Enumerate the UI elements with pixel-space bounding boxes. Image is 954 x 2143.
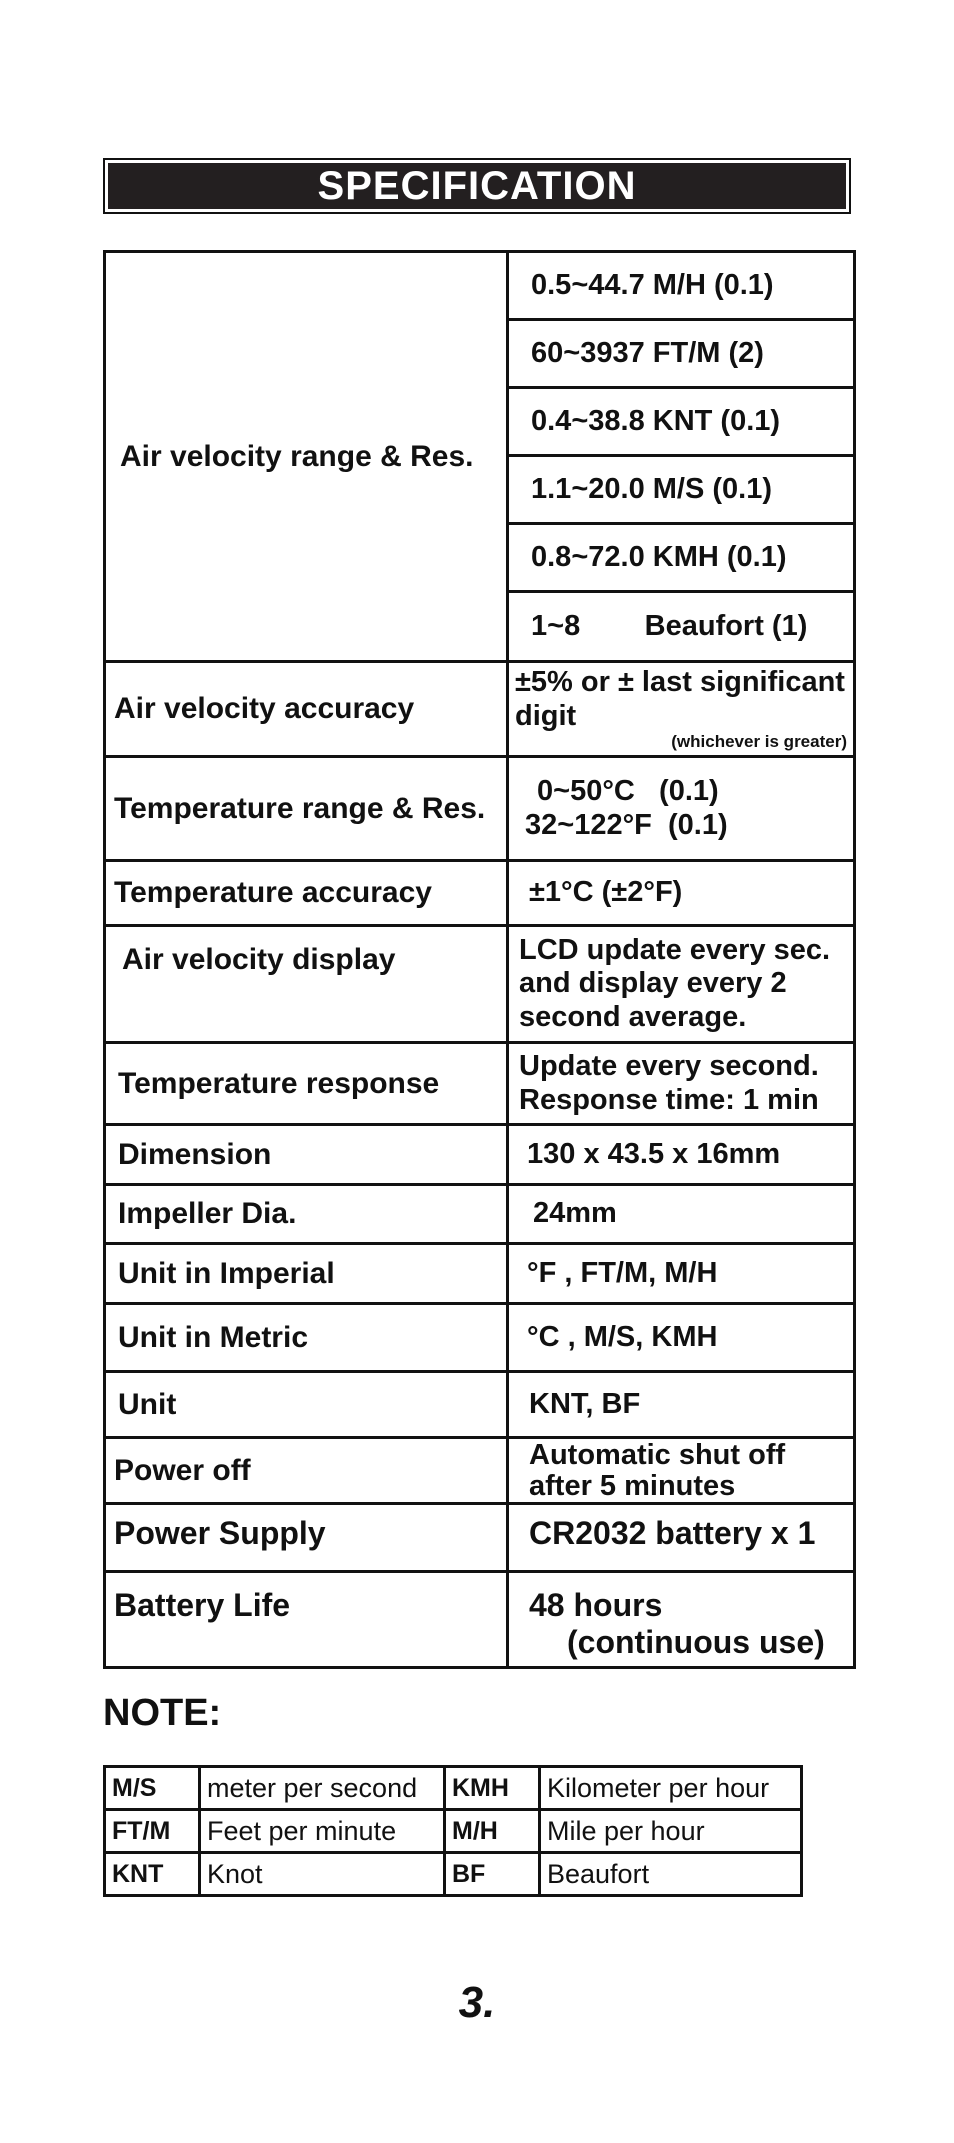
spec-value: 0.8~72.0 KMH (0.1) — [509, 525, 853, 593]
spec-label: Impeller Dia. — [118, 1197, 297, 1230]
spec-value: after 5 minutes — [529, 1469, 736, 1502]
spec-value: Response time: 1 min — [519, 1083, 819, 1116]
abbreviation-desc: Beaufort — [540, 1853, 802, 1896]
spec-label: Power off — [114, 1453, 251, 1487]
spec-row-dimension — [106, 1126, 853, 1186]
spec-value: CR2032 battery x 1 — [529, 1515, 816, 1551]
page-number: 3. — [458, 1978, 496, 2027]
spec-value: 0.5~44.7 M/H (0.1) — [509, 253, 853, 321]
spec-value: 1~8 Beaufort (1) — [531, 610, 808, 642]
abbreviation-desc: Feet per minute — [200, 1810, 445, 1853]
spec-value: 60~3937 FT/M (2) — [509, 321, 853, 389]
spec-value: °C , M/S, KMH — [527, 1320, 718, 1353]
abbreviation-key: M/H — [445, 1810, 540, 1853]
spec-row-temperature-range — [106, 758, 853, 862]
note-heading: NOTE: — [103, 1692, 222, 1734]
spec-value: 0.4~38.8 KNT (0.1) — [509, 389, 853, 457]
spec-label: Unit — [118, 1387, 177, 1421]
spec-row-power-supply — [106, 1505, 853, 1573]
spec-label: Air velocity display — [122, 943, 396, 976]
spec-row-unit-metric — [106, 1305, 853, 1373]
spec-value: KNT, BF — [529, 1387, 641, 1420]
spec-value-cell — [509, 663, 853, 755]
abbreviation-desc: meter per second — [200, 1767, 445, 1810]
abbreviation-key: KMH — [445, 1767, 540, 1810]
spec-value-cell — [509, 1439, 853, 1502]
spec-row-unit — [106, 1373, 853, 1439]
table-row — [105, 1853, 802, 1896]
spec-row-power-off — [106, 1439, 853, 1505]
spec-value: (continuous use) — [567, 1623, 825, 1660]
spec-row-battery-life — [106, 1573, 853, 1666]
abbreviation-key: KNT — [105, 1853, 200, 1896]
spec-row-air-velocity-display — [106, 927, 853, 1044]
spec-note: (whichever is greater) — [671, 732, 847, 751]
page-title: SPECIFICATION — [108, 163, 846, 209]
table-row — [105, 1767, 802, 1810]
abbreviation-key: M/S — [105, 1767, 200, 1810]
spec-row-impeller-dia — [106, 1186, 853, 1245]
abbreviation-key: BF — [445, 1853, 540, 1896]
spec-label: Temperature range & Res. — [114, 791, 486, 825]
spec-value-cell — [509, 927, 853, 1041]
spec-row-temperature-accuracy — [106, 862, 853, 927]
spec-label: Temperature response — [118, 1066, 440, 1100]
spec-label: Air velocity range & Res. — [120, 439, 474, 473]
spec-row-air-velocity-accuracy — [106, 663, 853, 758]
spec-label: Unit in Metric — [118, 1320, 309, 1354]
spec-value: Automatic shut off — [529, 1439, 786, 1472]
table-row — [105, 1810, 802, 1853]
abbreviation-desc: Knot — [200, 1853, 445, 1896]
spec-value: 24mm — [533, 1197, 617, 1230]
abbreviation-key: FT/M — [105, 1810, 200, 1853]
spec-value: 32~122°F (0.1) — [525, 808, 728, 841]
abbreviation-desc: Kilometer per hour — [540, 1767, 802, 1810]
spec-value: LCD update every sec. — [519, 933, 831, 966]
spec-value: 1.1~20.0 M/S (0.1) — [509, 457, 853, 525]
spec-row-air-velocity-range — [106, 253, 853, 663]
spec-value: 0~50°C (0.1) — [537, 775, 719, 808]
spec-value: Update every second. — [519, 1050, 819, 1083]
spec-label: Power Supply — [114, 1515, 326, 1551]
spec-value: °F , FT/M, M/H — [527, 1256, 718, 1289]
spec-label: Dimension — [118, 1137, 272, 1171]
spec-value: ±5% or ± last significant digit — [515, 666, 845, 732]
spec-value: 130 x 43.5 x 16mm — [527, 1137, 781, 1170]
spec-value: 48 hours — [529, 1587, 663, 1623]
spec-label: Air velocity accuracy — [114, 692, 415, 725]
spec-row-temperature-response — [106, 1044, 853, 1126]
abbreviation-table — [103, 1765, 803, 1897]
spec-value: second average. — [519, 1000, 747, 1033]
title-banner — [103, 158, 851, 214]
specification-table — [103, 250, 856, 1669]
spec-label: Unit in Imperial — [118, 1256, 335, 1290]
spec-value-cell — [509, 1573, 853, 1666]
spec-label: Battery Life — [114, 1587, 291, 1623]
abbreviation-desc: Mile per hour — [540, 1810, 802, 1853]
spec-value-cell — [509, 1044, 853, 1123]
spec-row-unit-imperial — [106, 1245, 853, 1305]
spec-value: and display every 2 — [519, 967, 787, 1000]
spec-value: ±1°C (±2°F) — [529, 876, 683, 909]
spec-value-cell — [509, 758, 853, 859]
spec-label: Temperature accuracy — [114, 876, 432, 909]
